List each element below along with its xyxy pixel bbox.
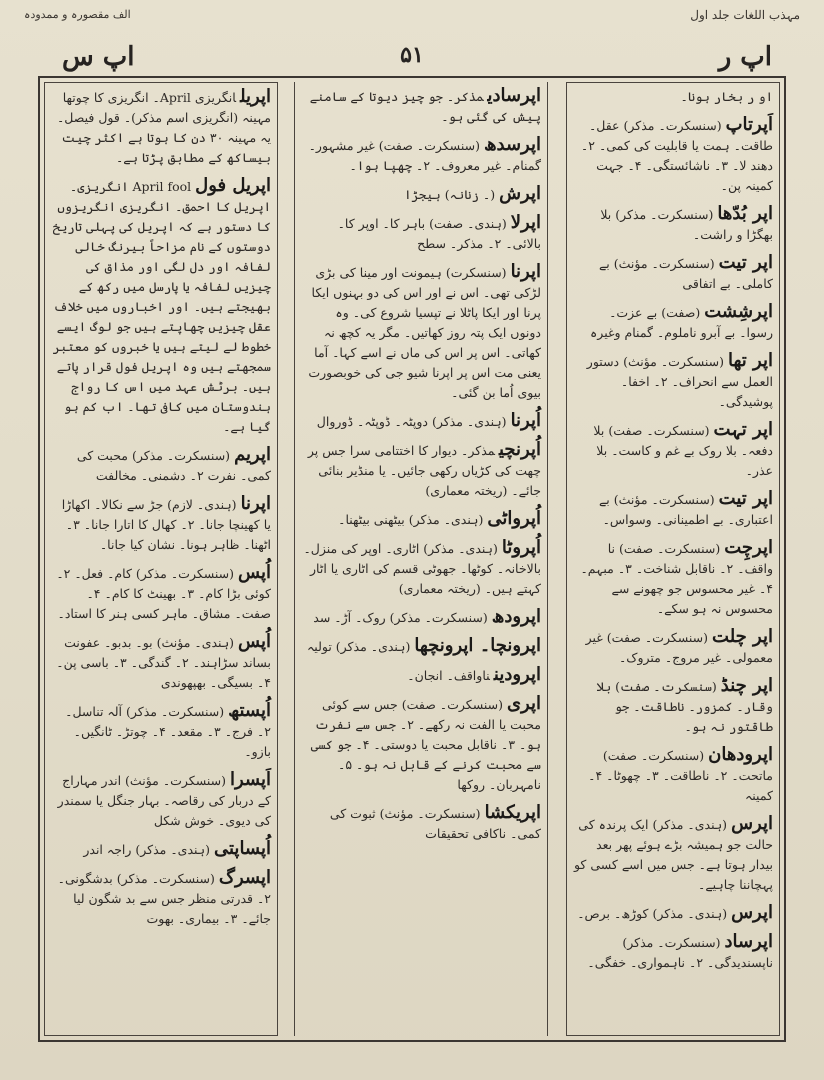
dictionary-entry <box>295 82 547 131</box>
entry-definition: (صفت) بے عزت۔ رسوا۔ بے آبرو ناملوم۔ گمنام وغیرہ <box>589 305 773 340</box>
entry-definition: (ہندی۔ مذکر) راجہ اندر <box>83 842 210 857</box>
entry-headword: اپریل <box>240 86 271 107</box>
entry-definition: (سنسکرت۔ صفت) غیر معمولی۔ غیر مروج۔ متروک۔ <box>585 630 773 665</box>
dictionary-entry <box>567 485 779 534</box>
entry-headword: اُپرواٹی <box>487 508 541 529</box>
entry-headword: اُپس <box>238 631 271 652</box>
entry-headword: اُپرنچی <box>498 439 541 460</box>
entry-definition: او ر بخار ہونا۔ <box>680 89 773 104</box>
dictionary-entry <box>567 623 779 672</box>
entry-headword: اپرش <box>499 183 541 204</box>
entry-headword: اپرسدھ <box>483 134 541 155</box>
entry-definition: (سنسکرت۔ صفت) بلا دفعہ۔ بلا روک بے غم و کاست۔ بلا عذر۔ <box>593 423 773 478</box>
entry-definition: (سنسکرت۔ مذکر) محبت کی کمی۔ نفرت ۲۔ دشمنی۔ مخالفت <box>76 448 271 483</box>
entry-definition: (سنسکرت۔ صفت) بلا وقار۔ کمزور۔ ناطاقت۔ جو طاقتور نہ ہو۔ <box>596 679 773 734</box>
dictionary-entry <box>45 441 277 490</box>
dictionary-entry <box>567 200 779 249</box>
dictionary-entry <box>45 628 277 697</box>
entry-definition: (سنسکرت) ہیمونت اور مینا کی بڑی لڑکی تھی۔ اس نے اور اس کی دو بہنوں ایکا پرنا اور ایکا پاٹلا نے تپسیا شروع کی۔ وہ دونوں ایک پتہ روز کھاتیں۔ مگر یہ کچھ نہ کھاتی۔ اس پر اس کی ماں نے اسے کہا۔ آما یعنی مت اس پر اپرنا شیو جی کی خوبصورت بیوی اُما بن گئی۔ <box>308 265 541 400</box>
entry-definition: ناواقف۔ انجان۔ <box>407 668 490 683</box>
dictionary-entry <box>295 131 547 180</box>
entry-definition: (سنسکرت۔ صفت) ماتحت۔ ۲۔ ناطاقت۔ ۳۔ چھوٹا۔ ۴۔ کمینہ <box>588 748 773 803</box>
entry-definition: (ہندی۔ لازم) جڑ سے نکالا۔ اکھاڑا یا کھینچا جانا۔ ۲۔ کھال کا اتارا جانا۔ ۳۔ اٹھنا۔ ظاہر ہونا۔ نشان کیا جانا۔ <box>61 497 271 552</box>
entry-headword: اپرنا <box>240 493 271 514</box>
entry-definition: انگریزی April۔ انگریزی کا چوتھا مہینہ (انگریزی اسم مذکر)۔ قول فیصل۔ یہ مہینہ ۳۰ دن کا ہوتا ہے اکثر چیت بیساکھ کے مطابق پڑتا ہے۔ <box>56 90 271 165</box>
dictionary-entry <box>45 559 277 628</box>
entry-headword: اپرودھ <box>491 606 541 627</box>
entry-headword: اپرسادی <box>487 85 541 106</box>
dictionary-entry <box>295 690 547 799</box>
entry-definition: (سنسکرت۔ مؤنث) ثبوت کی کمی۔ ناکافی تحقیقات <box>329 806 541 841</box>
entry-headword: اپرس <box>731 902 773 923</box>
dictionary-entry <box>45 172 277 441</box>
entry-definition: (سنسکرت۔ مذکر) عقل۔ طاقت۔ ہمت یا قابلیت کی کمی۔ ۲۔ دھند لا۔ ۳۔ ناشائستگی۔ ۴۔ جہت کمینہ پن۔ <box>580 118 773 193</box>
guide-word-first: اپ ر <box>718 42 772 72</box>
entry-headword: اپرساد <box>724 931 773 952</box>
entry-headword: اُپرنا <box>510 410 541 431</box>
entry-definition: (سنسکرت۔ مذکر) ناپسندیدگی۔ ۲۔ ناہمواری۔ خفگی۔ <box>587 935 773 970</box>
page-number: ۵۱ <box>400 42 424 68</box>
entry-definition: (ہندی۔ مذکر) ایک پرندہ کی حالت جو ہمیشہ بڑے ہوئے پھر بعد بیدار ہوتا ہے۔ جس میں اسے کسی کو پہچاننا چاہیے۔ <box>573 817 773 892</box>
dictionary-entry <box>295 661 547 690</box>
entry-definition: مذکر۔ دیوار کا اختتامی سرا جس پر چھت کی کڑیاں رکھی جائیں۔ یا منڈیر بنائی جائے۔ (ریختہ معماری) <box>307 443 541 498</box>
entry-headword: اپرونچا۔ اپرونچھا <box>414 635 541 656</box>
entry-headword: اپر تیت <box>718 488 773 509</box>
entry-headword: اپرودین <box>493 664 541 685</box>
entry-headword: اپرس <box>731 813 773 834</box>
dictionary-entry <box>567 111 779 200</box>
entry-headword: اَپسرا <box>229 769 271 790</box>
column-left <box>44 82 278 1036</box>
entry-headword: اپر چلت <box>712 626 773 647</box>
entry-headword: اپری <box>506 693 541 714</box>
entry-headword: اپریم <box>234 444 271 465</box>
column-right <box>566 82 780 1036</box>
entry-headword: اپرلا <box>510 212 541 233</box>
column-middle <box>294 82 548 1036</box>
entry-headword: اپسرگ <box>218 867 271 888</box>
entry-definition: (سنسکرت۔ مذکر) کام۔ فعل۔ ۲۔ کوئی بڑا کام۔ ۳۔ بھینٹ کا کام۔ ۴۔ صفت۔ مشاق۔ ماہر کسی ہنر کا استاد۔ <box>56 566 271 621</box>
entry-definition: (سنسکرت۔ صفت) نا واقف۔ ۲۔ ناقابل شناخت۔ ۳۔ مبہم۔ ۴۔ غیر محسوس جو چھونے سے محسوس نہ ہو سکے۔ <box>580 541 773 616</box>
entry-definition: (سنسکرت۔ مذکر) بلا بھگڑا و راشت۔ <box>600 207 773 242</box>
dictionary-entry <box>567 534 779 623</box>
dictionary-entry <box>295 407 547 436</box>
entry-definition: (۔ زنانہ) ہیجڑا <box>404 187 496 202</box>
entry-headword: اپرودھان <box>708 744 773 765</box>
entry-headword: اپرنا <box>510 261 541 282</box>
entry-headword: اپرشِشت <box>704 301 773 322</box>
dictionary-entry <box>45 835 277 864</box>
entry-definition: (ہندی۔ مذکر) کوڑھ۔ برص۔ <box>577 906 728 921</box>
dictionary-entry <box>45 766 277 835</box>
dictionary-entry <box>45 83 277 172</box>
entry-definition: (سنسکرت۔ مؤنث) دستور العمل سے انحراف۔ ۲۔ اخفا۔ پوشیدگی۔ <box>586 354 773 409</box>
dictionary-entry <box>295 603 547 632</box>
dictionary-entry <box>567 672 779 741</box>
entry-headword: اپر چنڈ <box>720 675 773 696</box>
entry-definition: (ہندی۔ مذکر) تولیہ <box>306 639 411 654</box>
entry-definition: (سنسکرت۔ مؤنث) بے اعتباری۔ بے اطمینانی۔ وسواس۔ <box>598 492 773 527</box>
entry-definition: (ہندی۔ صفت) باہر کا۔ اوپر کا۔ بالائی۔ ۲۔ مذکر۔ سطح <box>337 216 541 251</box>
dictionary-entry <box>295 209 547 258</box>
entry-definition: (سنسکرت۔ مؤنث) اندر مہاراج کے دربار کی رقاصہ۔ بہار جنگل یا سمندر کی دیوی۔ خوش شکل <box>57 773 271 828</box>
entry-headword: اُپساپتی <box>214 838 271 859</box>
dictionary-entry <box>295 505 547 534</box>
dictionary-entry <box>567 83 779 111</box>
dictionary-entry <box>295 534 547 603</box>
dictionary-entry <box>567 741 779 810</box>
entry-headword: اَپرتاپ <box>725 114 773 135</box>
entry-headword: اپرچِت <box>724 537 773 558</box>
dictionary-entry <box>45 864 277 933</box>
dictionary-entry <box>567 928 779 977</box>
dictionary-entry <box>45 697 277 766</box>
guide-word-last: اپ س <box>62 42 135 72</box>
dictionary-entry <box>567 347 779 416</box>
entry-definition: (ہندی۔ مذکر) بیٹھنی بیٹھنا۔ <box>338 512 484 527</box>
dictionary-entry <box>295 180 547 209</box>
entry-definition: (ہندی۔ مذکر) دوپٹہ۔ ڈوپٹہ۔ ڈوروال <box>316 414 507 429</box>
entry-definition: (سنسکرت۔ مذکر) روک۔ آڑ۔ سد <box>313 610 488 625</box>
entry-definition: مذکر۔ جو چیز دیوتا کے سامنے پیش کی گئی ہو۔ <box>309 89 541 124</box>
entry-headword: اُپستھ <box>228 700 271 721</box>
entry-headword: اپر بُدّھا <box>717 203 773 224</box>
dictionary-entry <box>295 632 547 661</box>
entry-headword: اپر تہت <box>713 419 773 440</box>
entry-headword: اُپس <box>238 562 271 583</box>
entry-definition: (سنسکرت۔ صفت) غیر مشہور۔ گمنام۔ غیر معروف۔ ۲۔ چھپا ہوا۔ <box>308 138 541 173</box>
dictionary-entry <box>295 436 547 505</box>
guide-row <box>38 40 786 80</box>
entry-headword: اپر تیت <box>718 252 773 273</box>
dictionary-entry <box>567 899 779 928</box>
entry-headword: اُپروٹا <box>501 537 541 558</box>
entry-definition: (ہندی۔ مؤنث) بو۔ بدبو۔ عفونت بساند سڑاہند۔ ۲۔ گندگی۔ ۳۔ باسی پن۔ ۴۔ بسیگی۔ بھپھوندی <box>56 635 271 690</box>
entry-definition: (ہندی۔ مذکر) اٹاری۔ اوپر کی منزل۔ بالاخانہ۔ کوٹھا۔ جھوٹی قسم کی اٹاری یا اٹار کہتے ہیں۔ (ریختہ معماری) <box>303 541 541 596</box>
section-title: الف مقصورہ و ممدودہ <box>24 8 131 21</box>
entry-definition: (سنسکرت۔ مذکر) آلہ تناسل۔ ۲۔ فرج۔ ۳۔ مقعد۔ ۴۔ چوتڑ۔ ٹانگیں۔ بازو۔ <box>65 704 271 759</box>
dictionary-entry <box>567 298 779 347</box>
entry-definition: (سنسکرت۔ مذکر) بدشگونی۔ ۲۔ قدرتی منظر جس سے بد شگون لیا جائے۔ ۳۔ بیماری۔ بھوت <box>57 871 271 926</box>
dictionary-entry <box>567 249 779 298</box>
entry-headword: اپریکشا <box>484 802 541 823</box>
dictionary-entry <box>567 416 779 485</box>
entry-definition: April fool انگریزی۔ اپریل کا احمق۔ انگریزی انگریزوں کا دستور ہے کہ اپریل کی پہلی تاریخ دوستوں کے نام مزاحاً بیرنگ خالی لفافہ اور دل لگی اور مذاق کی چیزیں لفافہ یا پارسل میں رکھ کے بھیجتے ہیں۔ اور اخباروں میں خلاف عقل چیزیں چھاپتے ہیں جو لوگ ایسے خطوط لے لیتے ہیں یا خبروں کو معتبر سمجھتے ہیں وہ اپریل فول قرار پاتے ہیں۔ برٹش عہد میں اس کا رواج ہندوستان میں کافی تھا۔ اب کم ہو گیا ہے۔ <box>52 179 271 434</box>
entry-definition: (سنسکرت۔ مؤنث) بے کاملی۔ بے اتفاقی <box>598 256 773 291</box>
dictionary-entry <box>295 258 547 407</box>
entry-headword: اپر تھا <box>728 350 773 371</box>
entry-definition: (سنسکرت۔ صفت) جس سے کوئی محبت یا الفت نہ رکھے۔ ۲۔ جس سے نفرت ہو۔ ۳۔ ناقابل محبت یا دوستی۔ ۴۔ جو کسی سے محبت کرنے کے قابل نہ ہو۔ ۵۔ نامہربان۔ روکھا <box>310 697 541 792</box>
dictionary-entry <box>295 799 547 848</box>
dictionary-entry <box>567 810 779 899</box>
entry-headword: اپریل فول <box>195 175 271 196</box>
dictionary-entry <box>45 490 277 559</box>
book-title: مہذب اللغات جلد اول <box>690 8 800 22</box>
